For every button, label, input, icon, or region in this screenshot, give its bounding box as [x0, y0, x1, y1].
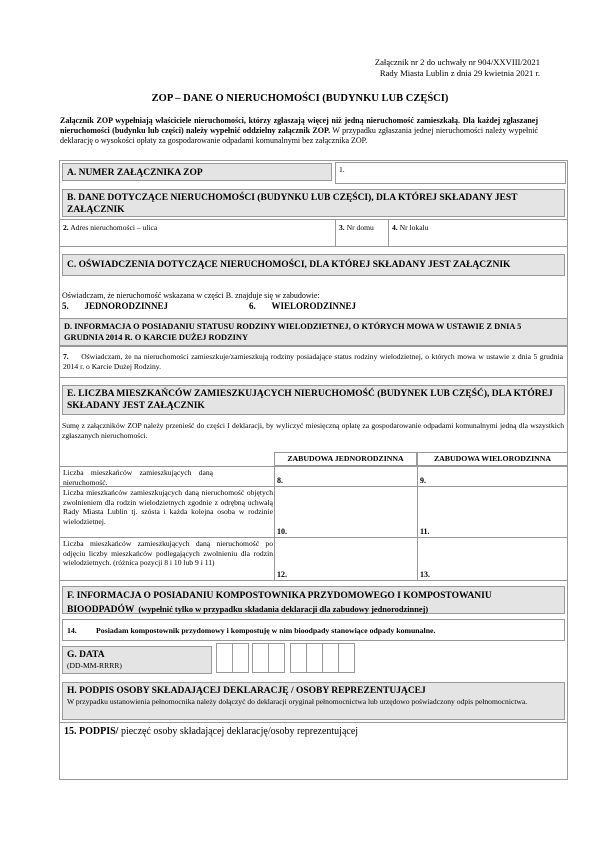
field-2-label: Adres nieruchomości – ulica: [70, 223, 158, 232]
option-5-label: JEDNORODZINNEJ: [84, 301, 169, 311]
exempt-single-family-field[interactable]: 10.: [274, 486, 418, 538]
option-6-number: 6.: [249, 301, 256, 311]
exempt-residents-row-label: Liczba mieszkańców zamieszkujących daną nieruchomość objętych zwolnieniem dla rodzin wielodzietnych zgodnie z odrębną uchwałą Rady Miasta Lublin tj. szósta i każda kolejna osoba w rodzinie wielodzietnej.: [59, 486, 275, 538]
option-5-number: 5.: [62, 301, 69, 311]
field-7-number: 7.: [63, 352, 69, 361]
section-a-header: A. NUMER ZAŁĄCZNIKA ZOP: [62, 163, 332, 181]
date-format: (DD-MM-RRRR): [67, 661, 122, 670]
date-year-1[interactable]: [290, 643, 307, 673]
section-g-header: [62, 646, 212, 674]
field-4-number: 4.: [392, 223, 398, 232]
street-address-field[interactable]: [59, 219, 336, 247]
composter-checkbox-row[interactable]: [62, 619, 565, 641]
field-14-number: 14.: [67, 626, 77, 635]
date-month-1[interactable]: [252, 643, 269, 673]
residents-multi-family-field[interactable]: 9.: [417, 466, 568, 487]
field-15-label: pieczęć osoby składającej deklarację/osoby reprezentującej: [118, 726, 359, 737]
reference-line-1: Załącznik nr 2 do uchwały nr 904/XXVIII/2021: [374, 57, 540, 67]
page-title: ZOP – DANE O NIERUCHOMOŚCI (BUDYNKU LUB CZĘŚCI): [151, 93, 449, 104]
net-residents-row-label: Liczba mieszkańców zamieszkujących daną nieruchomość po odjęciu liczby mieszkańców podlegających zwolnieniu dla rodzin wielodzietnych. (różnica pozycji 8 i 10 lub 9 i 11): [59, 537, 275, 581]
date-day-1[interactable]: [216, 643, 233, 673]
intro-text: [60, 116, 538, 146]
intro-normal: W przypadku zgłaszania jednej nieruchomości należy wypełnić deklarację o wysokości opłaty za gospodarowanie odpadami komunalnymi bez załącznika ZOP.: [60, 126, 539, 145]
section-e-header: E. LICZBA MIESZKAŃCÓW ZAMIESZKUJĄCYCH NIERUCHOMOŚĆ (BUDYNEK LUB CZĘŚĆ), DLA KTÓREJ SKŁADANY JEST ZAŁĄCZNIK: [62, 385, 565, 415]
date-year-2[interactable]: [306, 643, 323, 673]
house-number-field[interactable]: [335, 219, 389, 247]
section-h-title: H. PODPIS OSOBY SKŁADAJĄCEJ DEKLARACJĘ / OSOBY REPREZENTUJĄCEJ: [67, 686, 426, 696]
column-single-family: ZABUDOWA JEDNORODZINNA: [274, 452, 417, 466]
field-3-number: 3.: [339, 223, 345, 232]
apartment-number-field[interactable]: [388, 219, 568, 247]
field-3-label: Nr domu: [346, 223, 374, 232]
field-15-number: 15. PODPIS/: [64, 726, 119, 737]
section-d-header: D. INFORMACJA O POSIADANIU STATUSU RODZINY WIELODZIETNEJ, O KTÓRYCH MOWA W USTAWIE Z DNIA 5 GRUDNIA 2014 R. O KARCIE DUŻEJ RODZINY: [59, 318, 568, 346]
field-7-text: Oświadczam, że na nieruchomości zamieszkuje/zamieszkują rodziny posiadające status rodziny wielodzietnej, o których mowa w ustawie z dnia 5 grudnia 2014 r. o Karcie Dużej Rodziny.: [63, 352, 563, 371]
reference-line-2: Rady Miasta Lublin z dnia 29 kwietnia 2021 r.: [379, 68, 540, 78]
attachment-number-field[interactable]: [335, 162, 566, 184]
field-1-number: 1.: [339, 165, 345, 174]
multi-family-option[interactable]: [249, 301, 356, 311]
field-14-text: Posiadam kompostownik przydomowy i kompostuję w nim bioodpady stanowiące odpady komunalne.: [96, 626, 436, 635]
option-6-label: WIELORODZINNEJ: [271, 301, 357, 311]
column-multi-family: ZABUDOWA WIELORODZINNA: [417, 452, 568, 466]
date-year-4[interactable]: [338, 643, 355, 673]
section-b-header: B. DANE DOTYCZĄCE NIERUCHOMOŚCI (BUDYNKU LUB CZĘŚCI), DLA KTÓREJ SKŁADANY JEST ZAŁĄCZNIK: [62, 189, 565, 217]
date-year-3[interactable]: [322, 643, 339, 673]
residents-single-family-field[interactable]: 8.: [274, 466, 418, 487]
large-family-statement[interactable]: [59, 346, 568, 378]
date-day-2[interactable]: [232, 643, 249, 673]
section-e-note: Sumę z załączników ZOP należy przenieść do części I deklaracji, by wyliczyć miesięczną opłatę za gospodarowanie odpadami komunalnymi jedną dla wszystkich zgłaszanych nieruchomości.: [62, 421, 564, 440]
section-g-title: G. DATA: [67, 650, 105, 660]
single-family-option[interactable]: [62, 301, 168, 311]
section-f-title: F. INFORMACJA O POSIADANIU KOMPOSTOWNIKA PRZYDOMOWEGO I KOMPOSTOWANIU BIOODPADÓW: [67, 591, 492, 615]
date-month-2[interactable]: [268, 643, 285, 673]
section-f-note: (wypełnić tylko w przypadku składania deklaracji dla zabudowy jednorodzinnej): [138, 605, 429, 614]
section-f-header: [62, 586, 565, 614]
field-4-label: Nr lokalu: [399, 223, 429, 232]
section-h-header: [62, 682, 565, 720]
net-multi-family-field[interactable]: 13.: [417, 537, 568, 581]
net-single-family-field[interactable]: 12.: [274, 537, 418, 581]
exempt-multi-family-field[interactable]: 11.: [417, 486, 568, 538]
intro-bold: Załącznik ZOP wypełniają właściciele nieruchomości, którzy zgłaszają więcej niż jedną nieruchomość zamieszkałą. Dla każdej zgłaszanej nieruchomości (budynku lub części) należy wypełnić oddzielny załącznik ZOP.: [60, 116, 538, 135]
section-c-header: C. OŚWIADCZENIA DOTYCZĄCE NIERUCHOMOŚCI, DLA KTÓREJ SKŁADANY JEST ZAŁĄCZNIK: [62, 254, 565, 276]
building-type-statement: Oświadczam, że nieruchomość wskazana w części B. znajduje się w zabudowie:: [62, 291, 320, 300]
signature-field[interactable]: [59, 722, 568, 780]
field-2-number: 2.: [63, 223, 69, 232]
section-h-note: W przypadku ustanowienia pełnomocnika należy dołączyć do deklaracji oryginał pełnomocnictwa lub urzędowo poświadczony odpis pełnomocnictwa.: [67, 697, 528, 706]
residents-row-label: Liczba mieszkańców zamieszkujących daną nieruchomość.: [59, 466, 275, 487]
